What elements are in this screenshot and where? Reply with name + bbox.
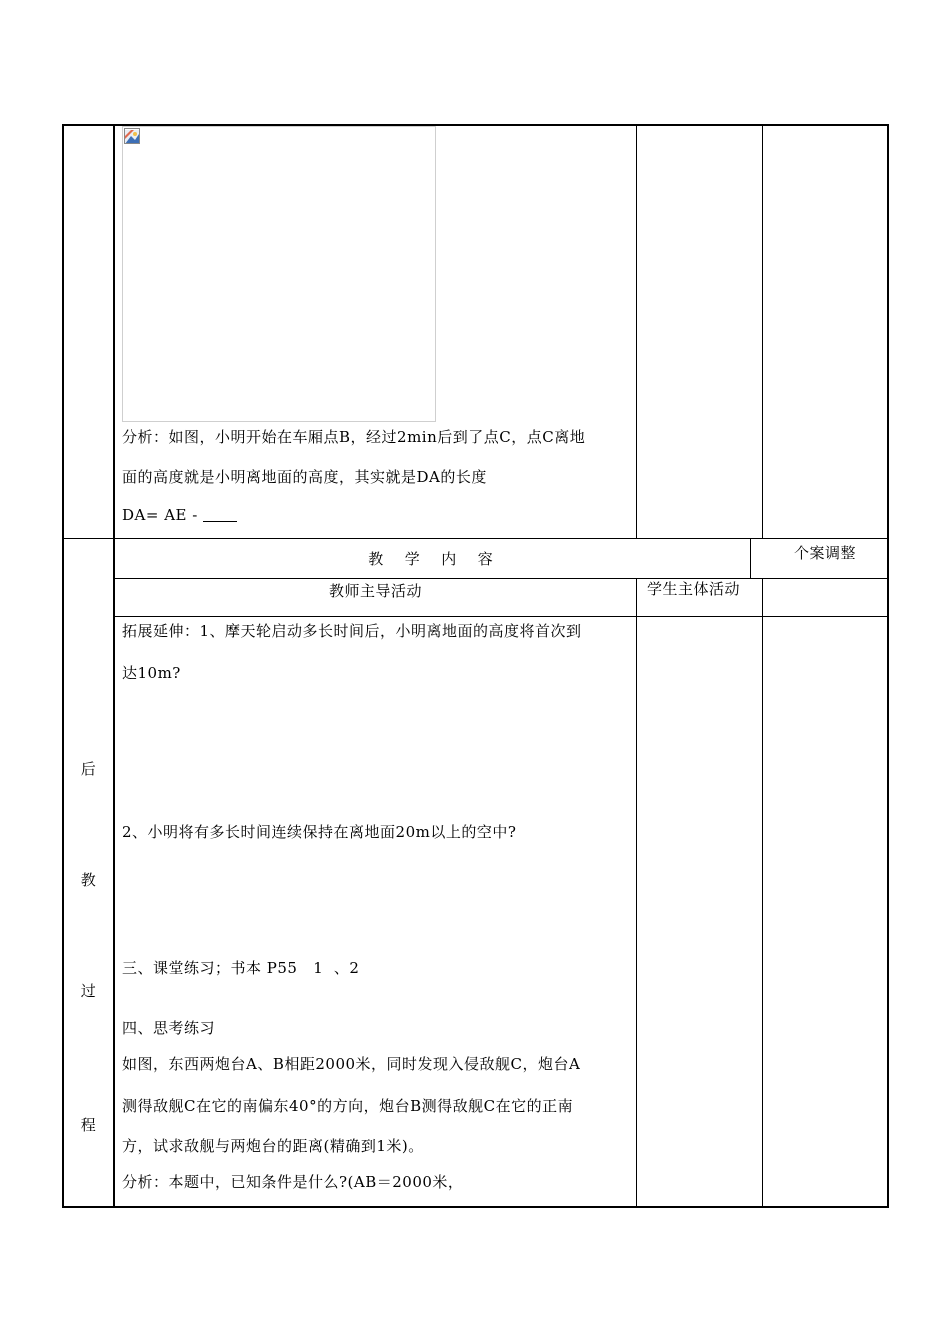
header-row-separator: [113, 578, 889, 579]
problem-line-2: 测得敌舰C在它的南偏东40°的方向，炮台B测得敌舰C在它的正南: [122, 1097, 574, 1115]
classroom-practice: 三、课堂练习；书本 P55 1 、2: [122, 959, 360, 977]
extension-question-2: 2、小明将有多长时间连续保持在离地面20m以上的空中?: [122, 823, 517, 841]
thinking-practice-title: 四、思考练习: [122, 1019, 216, 1037]
table-bottom-border: [62, 1206, 889, 1208]
content-column-divider-mid: [636, 578, 637, 1208]
problem-line-3: 方，试求敌舰与两炮台的距离(精确到1米)。: [122, 1137, 424, 1155]
side-label-jiao: 教: [80, 871, 97, 889]
table-left-border: [62, 124, 64, 1208]
side-label-hou: 后: [80, 760, 97, 778]
subheader-row-separator: [113, 616, 889, 617]
analysis-line-2: 面的高度就是小明离地面的高度，其实就是DA的长度: [122, 468, 487, 486]
side-label-cheng: 程: [80, 1116, 97, 1134]
extension-question-1-line-1: 拓展延伸：1、摩天轮启动多长时间后，小明离地面的高度将首次到: [122, 622, 582, 640]
da-formula: [122, 506, 237, 524]
answer-blank: [203, 507, 237, 522]
header-case-adjust: 个案调整: [793, 544, 856, 562]
table-right-border: [887, 124, 889, 1208]
header-adjust-divider: [750, 538, 751, 578]
header-student-activity: 学生主体活动: [647, 580, 741, 598]
extension-question-1-line-2: 达10m?: [122, 664, 181, 682]
adjust-column-divider-bottom: [762, 578, 763, 1208]
problem-analysis: 分析：本题中，已知条件是什么?(AB＝2000米，: [122, 1173, 464, 1191]
adjust-column-divider-top: [762, 124, 763, 538]
figure-image-placeholder: [122, 126, 436, 422]
problem-line-1: 如图，东西两炮台A、B相距2000米，同时发现入侵敌舰C，炮台A: [122, 1055, 581, 1073]
analysis-line-1: 分析：如图，小明开始在车厢点B，经过2min后到了点C，点C离地: [122, 428, 586, 446]
side-label-guo: 过: [80, 982, 97, 1000]
content-column-divider-top: [636, 124, 637, 538]
broken-image-icon: [124, 128, 140, 144]
label-column-divider: [113, 124, 115, 1208]
da-formula-text: DA= AE -: [122, 506, 204, 524]
section-separator: [62, 538, 889, 539]
header-teaching-content: 教 学 内 容: [368, 550, 497, 568]
header-teacher-activity: 教师主导活动: [328, 582, 422, 600]
